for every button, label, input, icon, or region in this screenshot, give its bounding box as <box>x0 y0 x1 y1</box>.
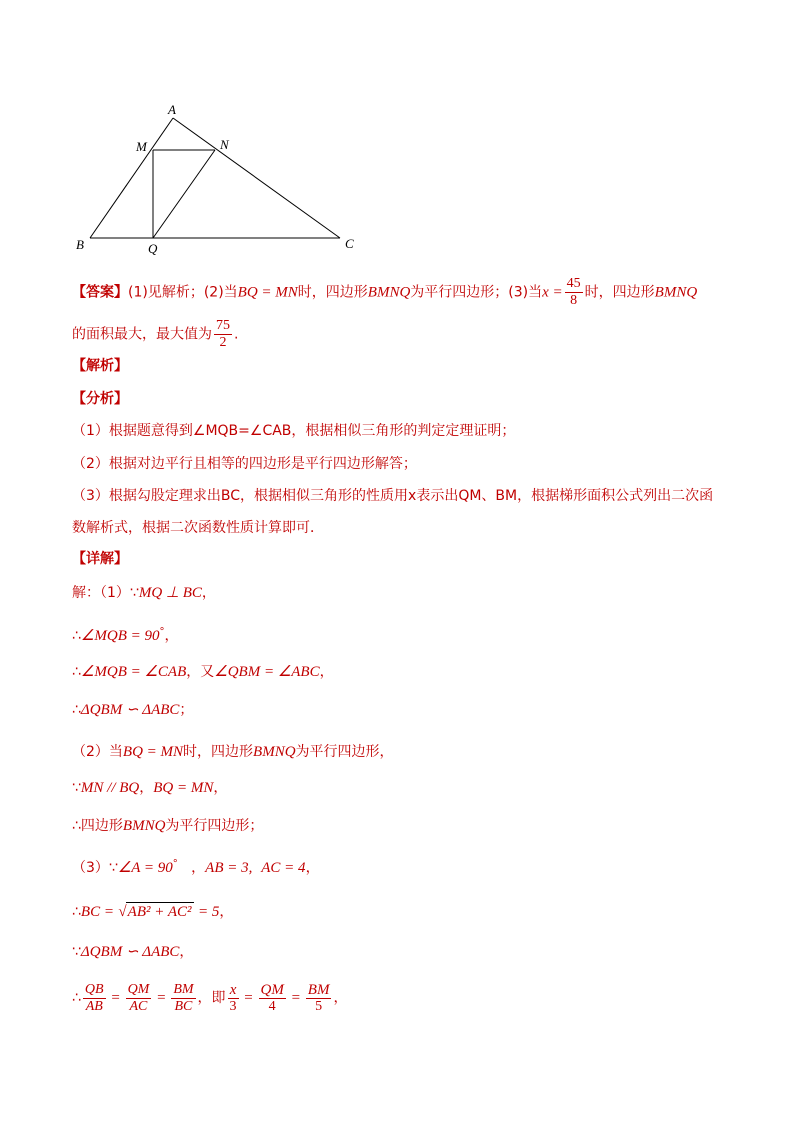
fraction-x-3: $\frac{x}{3}$ <box>229 981 237 1014</box>
label-A: A <box>168 102 176 117</box>
solution-line-4: ∴ΔQBM ∽ ΔABC； <box>72 702 194 718</box>
fenxi-tag: 【分析】 <box>72 391 128 407</box>
fraction-qb-ab: $\frac{QB}{AB}$ <box>84 981 104 1014</box>
solution-line-8: （3）∵∠A = 90° ，AB = 3, AC = 4， <box>72 858 320 876</box>
fraction-qm-4: $\frac{QM}{4}$ <box>260 981 284 1014</box>
label-N: N <box>220 137 229 152</box>
solution-line-5: （2）当BQ = MN时，四边形BMNQ为平行四边形， <box>72 744 394 760</box>
sqrt-symbol: √ <box>118 904 127 920</box>
analysis-line-1: （1）根据题意得到∠MQB=∠CAB，根据相似三角形的判定定理证明； <box>72 423 516 439</box>
solution-line-11: ∴ $\frac{QB}{AB}$ = $\frac{QM}{AC}$ = $\frac{BM}{BC}$ ，即 $\frac{x}{3}$ = $\frac{QM}{4}$ = $\frac{BM}{5}$ ， <box>72 981 348 1014</box>
answer-max-fraction: $\frac{75}{2}$ <box>216 318 230 350</box>
segment-NQ <box>153 150 215 238</box>
solution-line-9: ∴BC = √AB² + AC² = 5， <box>72 904 234 920</box>
answer-tag: 【答案】 <box>72 284 128 301</box>
answer-line-1: 【答案】(1)见解析；(2)当BQ = MN时，四边形BMNQ为平行四边形；(3)当x = $\frac{45}{8}$ 时，四边形BMNQ <box>72 276 698 308</box>
solution-line-3: ∴∠MQB = ∠CAB，又∠QBM = ∠ABC， <box>72 664 334 680</box>
analysis-line-3: （3）根据勾股定理求出BC，根据相似三角形的性质用x表示出QM、BM，根据梯形面积公式列出二次函 <box>72 488 714 504</box>
label-C: C <box>345 236 354 251</box>
solution-line-6: ∵MN // BQ，BQ = MN， <box>72 780 228 796</box>
jiexi-tag: 【解析】 <box>72 358 128 374</box>
fraction-bm-5: $\frac{BM}{5}$ <box>307 981 330 1014</box>
answer-line-2: 的面积最大，最大值为 $\frac{75}{2}$ . <box>72 318 239 350</box>
fraction-bm-bc: $\frac{BM}{BC}$ <box>173 981 194 1014</box>
sqrt-radicand: AB² + AC² <box>127 904 192 920</box>
analysis-line-2: （2）根据对边平行且相等的四边形是平行四边形解答； <box>72 456 417 472</box>
solution-line-10: ∵ΔQBM ∽ ΔABC， <box>72 944 194 960</box>
solution-line-2: ∴∠MQB = 90°， <box>72 626 179 644</box>
fraction-qm-ac: $\frac{QM}{AC}$ <box>127 981 150 1014</box>
answer-x-fraction: $\frac{45}{8}$ <box>566 276 581 308</box>
xiangjie-tag: 【详解】 <box>72 551 128 567</box>
label-B: B <box>76 237 84 252</box>
triangle-figure <box>70 96 370 256</box>
label-Q: Q <box>148 241 158 256</box>
solution-line-7: ∴四边形BMNQ为平行四边形； <box>72 818 264 834</box>
analysis-line-4: 数解析式，根据二次函数性质计算即可． <box>72 520 324 536</box>
segment-AB <box>90 118 173 238</box>
segment-AC <box>173 118 340 238</box>
label-M: M <box>136 139 147 154</box>
solution-line-1: 解：（1）∵MQ ⊥ BC， <box>72 585 216 601</box>
